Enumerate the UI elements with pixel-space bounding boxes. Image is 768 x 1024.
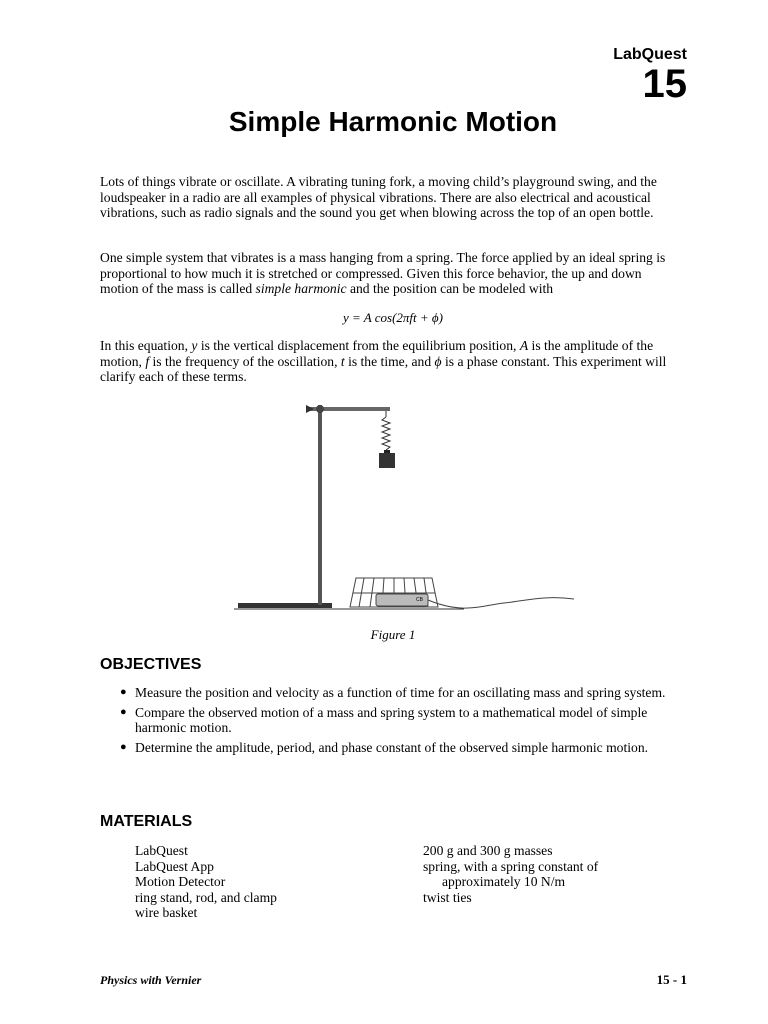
materials-heading: MATERIALS bbox=[100, 813, 193, 830]
detector-label: CB bbox=[416, 597, 423, 603]
p3-text: is the frequency of the oscillation, bbox=[149, 353, 341, 369]
objective-text: Determine the amplitude, period, and phase constant of the observed simple harmonic motion. bbox=[135, 739, 649, 755]
p3-text: is the amplitude of the motion, bbox=[100, 338, 654, 369]
intro-paragraph-3 bbox=[100, 338, 680, 385]
page-title: Simple Harmonic Motion bbox=[228, 106, 558, 137]
intro-paragraph-2 bbox=[100, 250, 680, 297]
p3-var-a: A bbox=[519, 338, 529, 353]
detector-cable bbox=[428, 598, 574, 608]
clamp-head bbox=[306, 405, 314, 413]
p3-text: In this equation, bbox=[100, 338, 192, 353]
list-item: 200 g and 300 g masses bbox=[423, 843, 553, 858]
p2-emphasis: simple harmonic bbox=[255, 281, 347, 297]
spring bbox=[382, 411, 390, 453]
list-item: LabQuest App bbox=[135, 858, 214, 874]
p3-var-phi: ϕ bbox=[434, 353, 442, 369]
p3-text: is a phase constant. This experiment will clarify each of these terms. bbox=[100, 353, 667, 385]
list-item: Motion Detector bbox=[135, 874, 226, 890]
p3-var-f: f bbox=[145, 353, 150, 369]
list-item bbox=[120, 685, 680, 701]
objective-text: Compare the observed motion of a mass and spring system to a mathematical model of simple harmonic motion. bbox=[135, 704, 648, 736]
materials-right-column bbox=[423, 843, 598, 905]
stand-base bbox=[238, 603, 332, 608]
list-item: approximately 10 N/m bbox=[442, 874, 566, 890]
objectives-list bbox=[120, 685, 680, 759]
labquest-label: LabQuest bbox=[613, 46, 687, 63]
p2-text-b: and the position can be modeled with bbox=[346, 281, 554, 297]
footer-book-title: Physics with Vernier bbox=[100, 973, 202, 987]
figure-1-apparatus bbox=[234, 395, 580, 617]
bullet-icon: ● bbox=[120, 740, 127, 753]
p2-text-a: One simple system that vibrates is a mass hanging from a spring. The force applied by an ideal spring is proportional to how much it is stretched or compressed. Given this force behavior, the up and down motion of the mass is called bbox=[100, 250, 666, 297]
p3-var-y: y bbox=[191, 338, 198, 353]
list-item: LabQuest bbox=[135, 843, 188, 858]
list-item: ring stand, rod, and clamp bbox=[135, 889, 277, 905]
objective-text: Measure the position and velocity as a function of time for an oscillating mass and spring system. bbox=[135, 685, 666, 700]
p3-text: is the time, and bbox=[344, 353, 435, 369]
list-item: twist ties bbox=[423, 889, 472, 905]
intro-paragraph-1: Lots of things vibrate or oscillate. A vibrating tuning fork, a moving child’s playground swing, and the loudspeaker in a radio are all examples of physical vibrations. There are also electrical and acoustical vibrations, such as radio signals and the sound you get when blowing across the top of an open bottle. bbox=[100, 174, 657, 221]
p3-text: is the vertical displacement from the equilibrium position, bbox=[197, 338, 520, 353]
lab-number: 15 bbox=[642, 62, 687, 106]
lab-number-block bbox=[613, 46, 687, 104]
hanging-mass bbox=[379, 453, 395, 468]
list-item bbox=[120, 705, 680, 736]
list-item bbox=[120, 740, 680, 756]
clamp-knob bbox=[316, 405, 324, 413]
list-item: wire basket bbox=[135, 905, 198, 921]
p3-var-t: t bbox=[340, 353, 345, 369]
figure-caption: Figure 1 bbox=[370, 627, 416, 642]
materials-left-column bbox=[135, 843, 277, 921]
footer-page-number: 15 - 1 bbox=[656, 972, 687, 987]
equation: y = A cos(2πft + ϕ) bbox=[343, 310, 443, 325]
objectives-heading: OBJECTIVES bbox=[100, 656, 202, 673]
bullet-icon: ● bbox=[120, 705, 127, 718]
stand-rod bbox=[318, 405, 322, 605]
list-item: spring, with a spring constant of bbox=[423, 858, 599, 874]
bullet-icon: ● bbox=[120, 686, 127, 698]
